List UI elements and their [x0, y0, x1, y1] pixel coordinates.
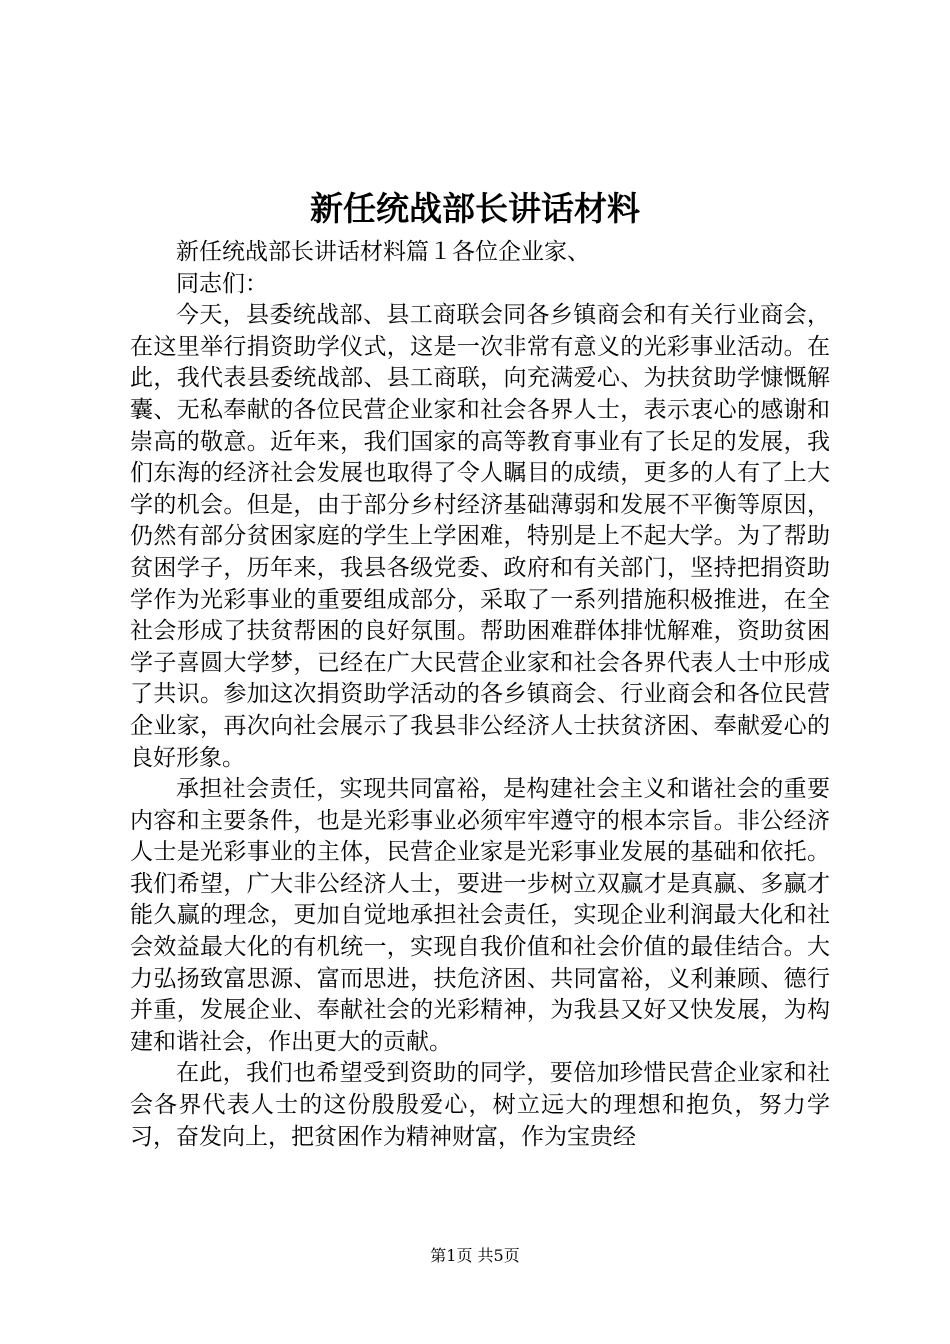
paragraph-salutation: 同志们：	[176, 270, 268, 297]
paragraph-2: 承担社会责任，实现共同富裕，是构建社会主义和谐社会的重要内容和主要条件，也是光彩事业必须牢牢遵守的根本宗旨。非公经济人士是光彩事业的主体，民营企业家是光彩事业发展的基础和依托。我们希望，广大非公经济人士，要进一步树立双赢才是真赢、多赢才能久赢的理念，更加自觉地承担社会责任，实现企业利润最大化和社会效益最大化的有机统一，实现自我价值和社会价值的最佳结合。大力弘扬致富思源、富而思进，扶危济困、共同富裕，义利兼顾、德行并重，发展企业、奉献社会的光彩精神，为我县又好又快发展，为构建和谐社会，作出更大的贡献。	[130, 776, 830, 1055]
paragraph-3: 在此，我们也希望受到资助的同学，要倍加珍惜民营企业家和社会各界代表人士的这份殷殷爱心，树立远大的理想和抱负，努力学习，奋发向上，把贫困作为精神财富，作为宝贵经	[130, 1060, 830, 1150]
paragraph-1: 今天，县委统战部、县工商联会同各乡镇商会和有关行业商会，在这里举行捐资助学仪式，这是一次非常有意义的光彩事业活动。在此，我代表县委统战部、县工商联，向充满爱心、为扶贫助学慷慨解囊、无私奉献的各位民营企业家和社会各界人士，表示衷心的感谢和崇高的敬意。近年来，我们国家的高等教育事业有了长足的发展，我们东海的经济社会发展也取得了令人瞩目的成绩，更多的人有了上大学的机会。但是，由于部分乡村经济基础薄弱和发展不平衡等原因，仍然有部分贫困家庭的学生上学困难，特别是上不起大学。为了帮助贫困学子，历年来，我县各级党委、政府和有关部门，坚持把捐资助学作为光彩事业的重要组成部分，采取了一系列措施积极推进，在全社会形成了扶贫帮困的良好氛围。帮助困难群体排忧解难，资助贫困学子喜圆大学梦，已经在广大民营企业家和社会各界代表人士中形成了共识。参加这次捐资助学活动的各乡镇商会、行业商会和各位民营企业家，再次向社会展示了我县非公经济人士扶贫济困、奉献爱心的良好形象。	[130, 302, 830, 771]
page-footer: 第1页 共5页	[430, 1246, 520, 1265]
document-title: 新任统战部长讲话材料	[310, 189, 640, 228]
document-body	[130, 237, 830, 1153]
paragraph-intro: 新任统战部长讲话材料篇１各位企业家、	[176, 239, 590, 265]
